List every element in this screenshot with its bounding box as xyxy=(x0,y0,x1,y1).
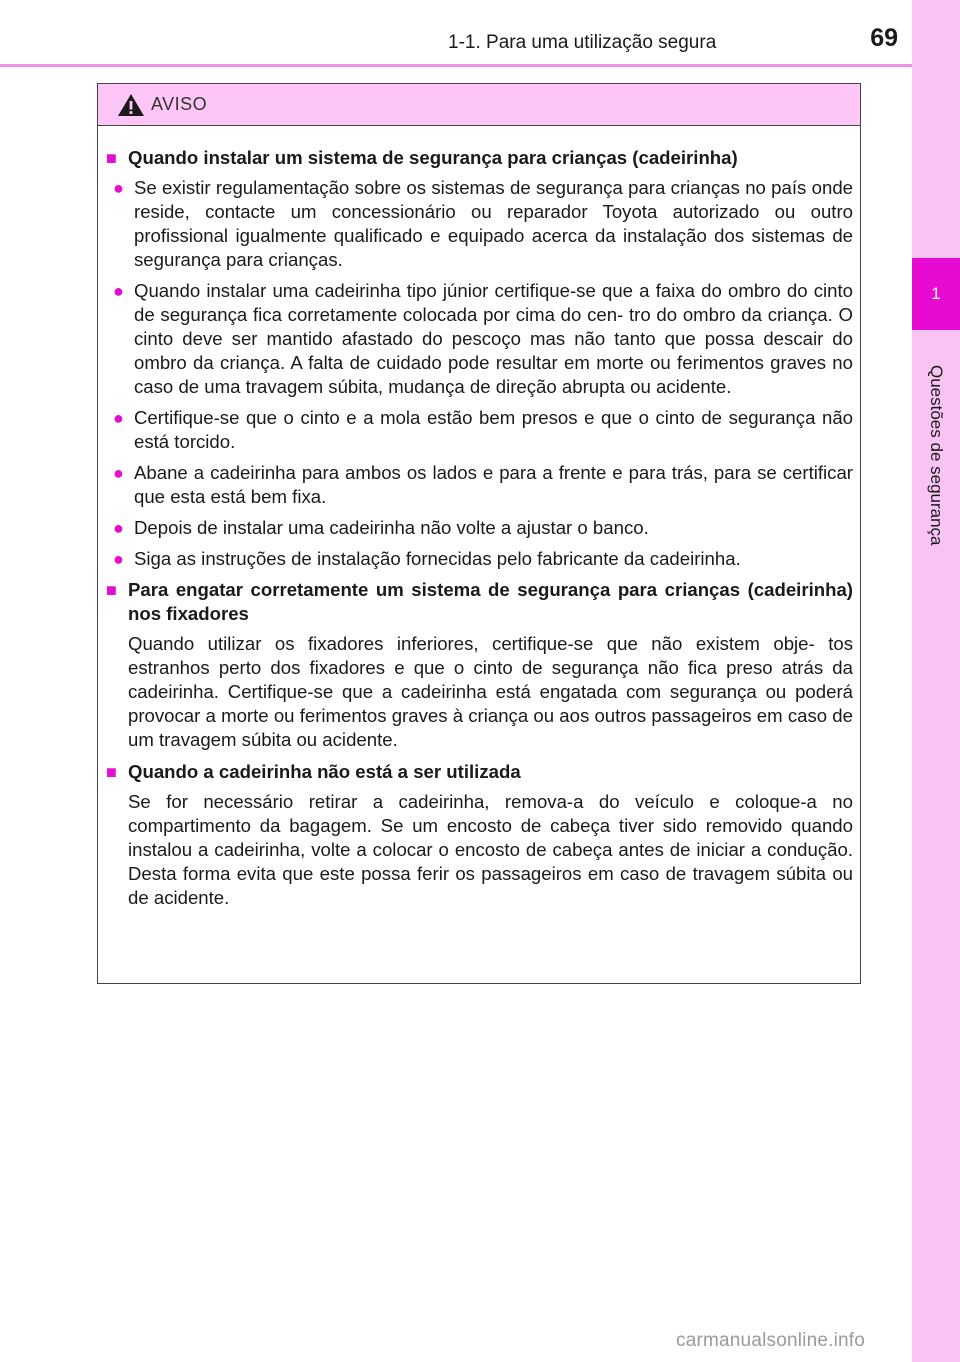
list-item-text: Quando instalar uma cadeirinha tipo júnior certifique-se que a faixa do ombro do cinto de segurança fica corretamente colocada por cima do cen- tro do ombro da criança. O cinto deve ser mantido afastado do pescoço mas não tanto que possa descair do ombro da criança. A falta de cuidado pode resultar em morte ou ferimentos graves no caso de uma travagem súbita, mudança de direção abrupta ou acidente. xyxy=(134,280,853,397)
chapter-title-container xyxy=(912,340,960,570)
section-paragraph: Se for necessário retirar a cadeirinha, remova-a do veículo e coloque-a no compartimento da bagagem. Se um encosto de cabeça tiver sido removido quando instalou a cadeirinha, volte a colocar o encosto de cabeça antes de iniciar a condução. Desta forma evita que este possa ferir os passageiros em caso de travagem súbita ou de acidente. xyxy=(128,791,853,908)
watermark: carmanualsonline.info xyxy=(676,1330,866,1351)
side-tab xyxy=(912,0,960,1362)
section-paragraph: Quando utilizar os fixadores inferiores, certifique-se que não existem obje- tos estranhos perto dos fixadores e que o cinto de segurança não fica preso atrás da cadeirinha. Certifique-se que a cadeirinha está engatada com segurança ou poderá provocar a morte ou ferimentos graves à criança ou aos outros passageiros em caso de um travagem súbita ou acidente. xyxy=(128,633,853,750)
section-heading xyxy=(106,760,853,784)
circle-bullet-icon: ● xyxy=(113,281,124,301)
list-item xyxy=(113,547,853,571)
warning-title: AVISO xyxy=(151,94,208,114)
section-heading-text: Quando a cadeirinha não está a ser utilizada xyxy=(128,761,521,782)
list-item-text: Se existir regulamentação sobre os sistemas de segurança para crianças no país onde reside, contacte um concessionário ou reparador Toyota autorizado ou outro profissional igualmente qualificado e equipado acerca da instalação dos sistemas de segurança para crianças. xyxy=(134,177,853,270)
chapter-title: Questões de segurança xyxy=(927,364,946,546)
header-section-title: 1-1. Para uma utilização segura xyxy=(448,32,717,53)
square-bullet-icon: ■ xyxy=(106,762,117,782)
circle-bullet-icon: ● xyxy=(113,463,124,483)
list-item xyxy=(113,516,853,540)
list-item-text: Depois de instalar uma cadeirinha não volte a ajustar o banco. xyxy=(134,517,649,538)
section-heading-text: Para engatar corretamente um sistema de segurança para crianças (cadeirinha) nos fixadores xyxy=(128,579,853,624)
chapter-number: 1 xyxy=(912,258,960,330)
list-item-text: Abane a cadeirinha para ambos os lados e para a frente e para trás, para se certificar que esta está bem fixa. xyxy=(134,462,853,507)
circle-bullet-icon: ● xyxy=(113,549,124,569)
list-item xyxy=(113,279,853,399)
circle-bullet-icon: ● xyxy=(113,518,124,538)
list-item-text: Siga as instruções de instalação fornecidas pelo fabricante da cadeirinha. xyxy=(134,548,741,569)
circle-bullet-icon: ● xyxy=(113,408,124,428)
page-number: 69 xyxy=(870,24,898,52)
list-item xyxy=(113,461,853,509)
list-item-text: Certifique-se que o cinto e a mola estão bem presos e que o cinto de segurança não está torcido. xyxy=(134,407,853,452)
warning-triangle-icon xyxy=(117,93,145,117)
warning-box xyxy=(97,83,861,984)
section-heading xyxy=(106,578,853,626)
list-item xyxy=(113,406,853,454)
warning-body xyxy=(98,126,860,910)
warning-header xyxy=(98,84,860,126)
header-divider xyxy=(0,64,912,67)
list-item xyxy=(113,176,853,272)
square-bullet-icon: ■ xyxy=(106,148,117,168)
section-heading-text: Quando instalar um sistema de segurança para crianças (cadeirinha) xyxy=(128,147,738,168)
circle-bullet-icon: ● xyxy=(113,178,124,198)
square-bullet-icon: ■ xyxy=(106,580,117,600)
section-heading xyxy=(106,146,853,170)
